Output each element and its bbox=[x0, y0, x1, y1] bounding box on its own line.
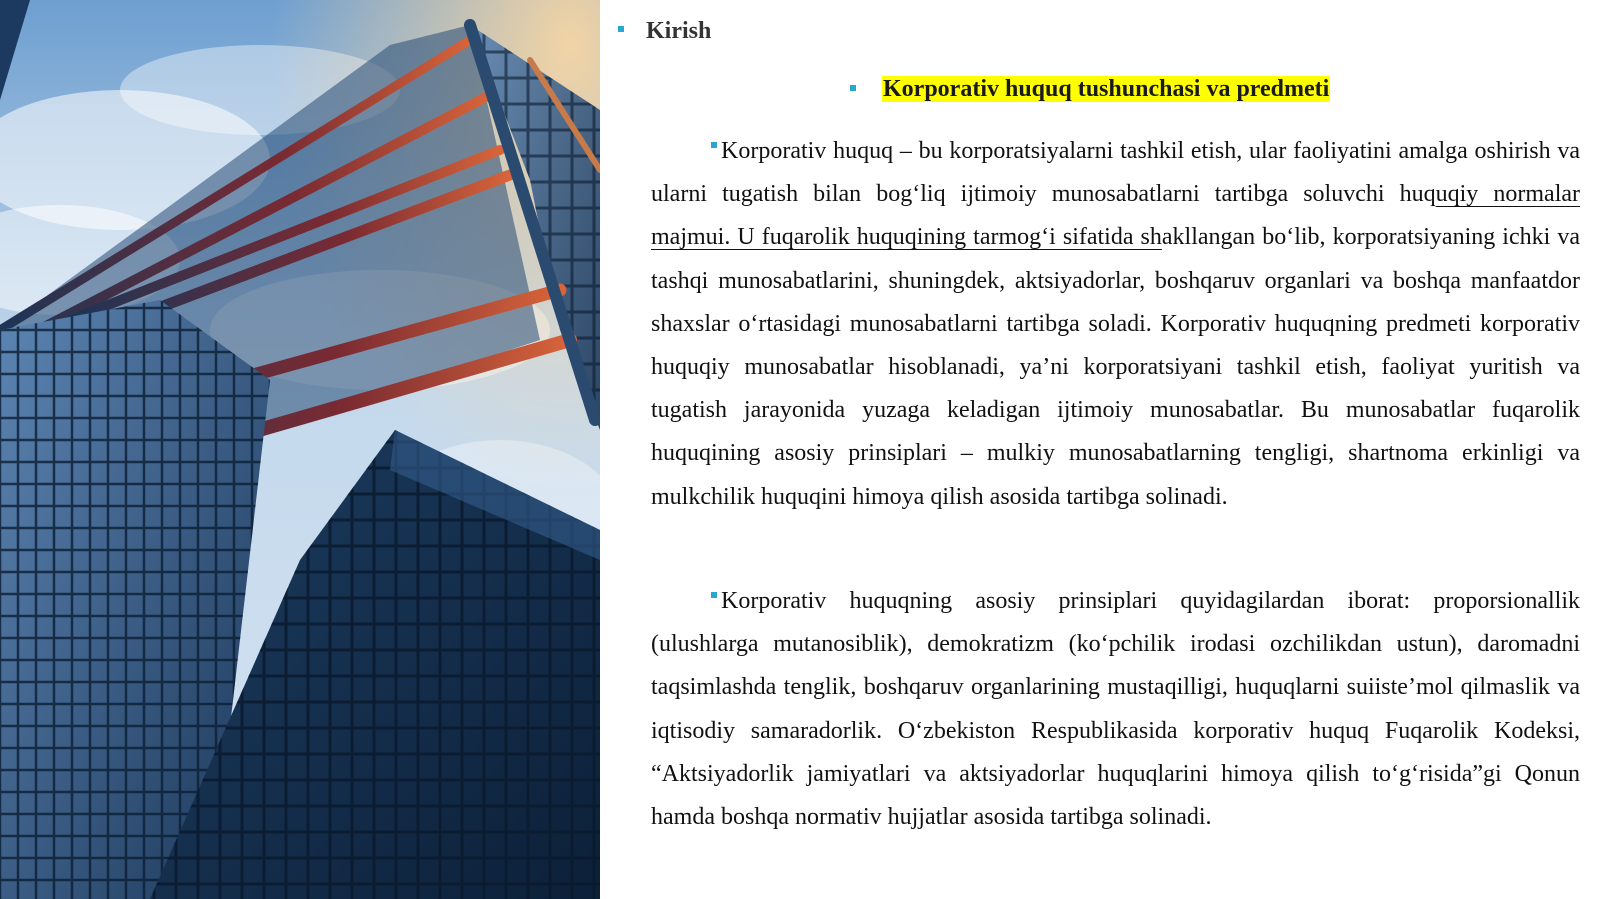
bullet-icon bbox=[618, 26, 624, 32]
section-heading bbox=[618, 18, 711, 45]
paragraph-text-part2: akllangan bo‘lib, korporatsiyaning ichki va tashqi munosabatlarini, shuningdek, aktsiyadorlar, boshqaruv organlari va boshqa manfaatdor shaxslar o‘rtasidagi munosabatlarni tartibga soladi. Korporativ huquqning predmeti korporativ huquqiy munosabatlar hisoblanadi, ya’ni korporatsiyani tashkil etish, faoliyat yuritish va tugatish jarayonida yuzaga keladigan ijtimoiy munosabatlar. Bu munosabatlar fuqarolik huquqining asosiy prinsiplari – mulkiy munosabatlarning tengligi, shartnoma erkinligi va mulkchilik huquqini himoya qilish asosida tartibga solinadi. bbox=[651, 224, 1580, 510]
skyscrapers-illustration bbox=[0, 0, 600, 899]
paragraph-text: Korporativ huquqning asosiy prinsiplari quyidagilardan iborat: proporsionallik (ulushlarga mutanosiblik), demokratizm (ko‘pchilik irodasi ozchilikdan ustun), daromadni taqsimlashda tenglik, boshqaruv organlarining mustaqilligi, huquqlarni suiiste’mol qilmaslik va iqtisodiy samaradorlik. O‘zbekiston Respublikasida korporativ huquq Fuqarolik Kodeksi, “Aktsiyadorlik jamiyatlari va aktsiyadorlar huquqlarini himoya qilish to‘g‘risida”gi Qonun hamda boshqa normativ hujjatlar asosida tartibga solinadi. bbox=[651, 588, 1580, 831]
bullet-icon bbox=[711, 592, 717, 598]
subsection-heading bbox=[850, 76, 1330, 103]
paragraph-text-part1: Korporativ huquq – bu korporatsiyalarni tashkil etish, ular faoliyatini amalga oshirish va ularni tugatish bilan bog‘liq ijtimoiy munosabatlarni tartibga soluvchi huq bbox=[651, 138, 1580, 208]
bullet-icon bbox=[850, 85, 856, 91]
subsection-heading-text: Korporativ huquq tushunchasi va predmeti bbox=[883, 76, 1330, 102]
skyscrapers-photo bbox=[0, 0, 600, 899]
section-heading-text: Kirish bbox=[646, 18, 712, 44]
bullet-icon bbox=[711, 142, 717, 148]
paragraph-definition bbox=[651, 130, 1580, 519]
text-content bbox=[600, 0, 1600, 899]
paragraph-underlined-text: uqiy normalar majmui. U fuqarolik huquqining tarmog‘i sifatida sh bbox=[651, 181, 1581, 251]
paragraph-principles bbox=[651, 580, 1580, 839]
